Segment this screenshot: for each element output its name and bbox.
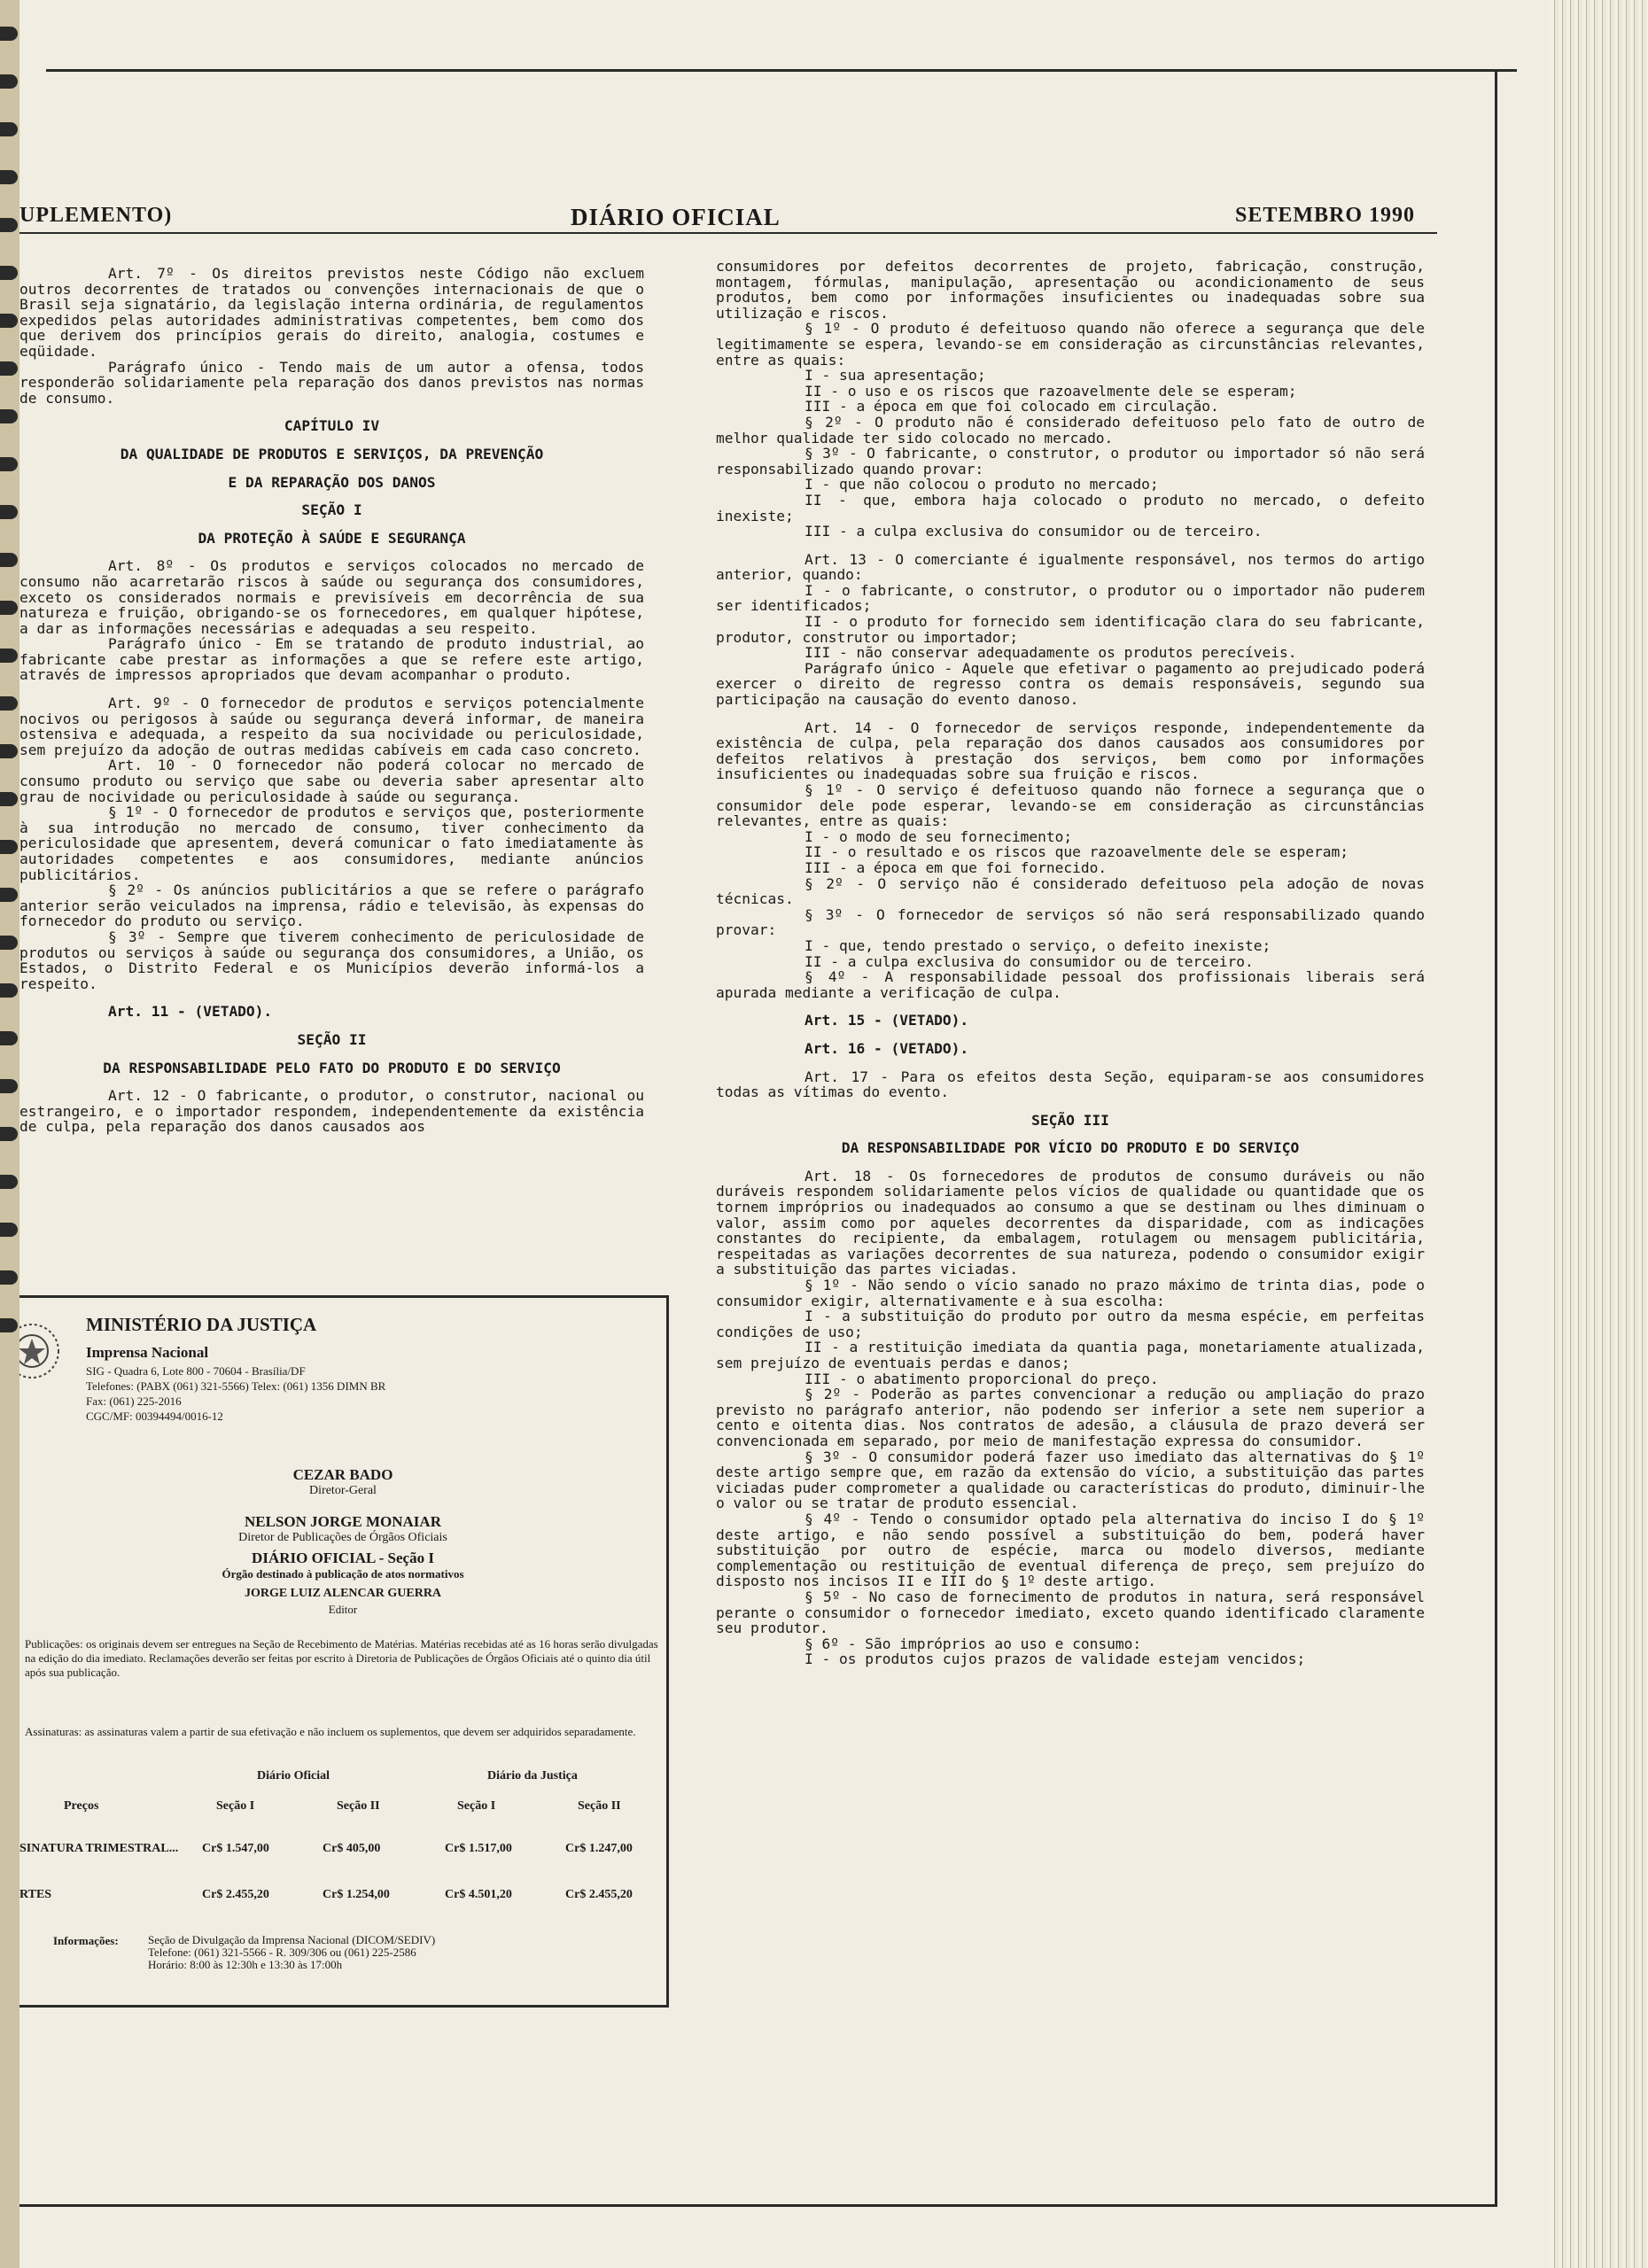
spiral-ring xyxy=(0,122,18,136)
paragraph: I - que não colocou o produto no mercado; xyxy=(805,476,1159,493)
paragraph: II - o produto for fornecido sem identificação clara do seu fabricante, produtor, construtor ou importador; xyxy=(716,613,1425,646)
secretary-title: Diretor de Publicações de Órgãos Oficiais xyxy=(238,1531,447,1544)
paragraph: Parágrafo único - Em se tratando de produto industrial, ao fabricante cabe prestar as informações a que se refere este artigo, através de impressos apropriados que devam acompanhar o produto. xyxy=(19,635,644,684)
paragraph: Art. 10 - O fornecedor não poderá colocar no mercado de consumo produto ou serviço que sabe ou deveria saber apresentar alto grau de nocividade ou periculosidade à saúde ou segurança. xyxy=(19,757,644,805)
info-line: Seção de Divulgação da Imprensa Nacional (DICOM/SEDIV) xyxy=(148,1933,436,1946)
paragraph: Art. 7º - Os direitos previstos neste Código não excluem outros decorrentes de tratados ou convenções internacionais de que o Brasil seja signatário, da legislação interna ordinária, de regulamentos expedidos pelas autoridades administrativas competentes, bem como dos que derivem dos princípios gerais do direito, analogia, costumes e eqüidade. xyxy=(19,265,644,360)
director-name: CEZAR BADO xyxy=(292,1466,393,1483)
group-diario-justica: Diário da Justiça xyxy=(487,1769,578,1783)
director-title: Diretor-Geral xyxy=(309,1484,377,1497)
editor-name: JORGE LUIZ ALENCAR GUERRA xyxy=(244,1587,442,1600)
paragraph: § 3º - Sempre que tiverem conhecimento de periculosidade de produtos ou serviços à saúde ou segurança dos consumidores, a União, os Estados, o Distrito Federal e os Municípios deverão informá-los a respeito. xyxy=(19,928,644,992)
paragraph: § 4º - A responsabilidade pessoal dos profissionais liberais será apurada mediante a verificação de culpa. xyxy=(716,968,1425,1001)
paragraph: DA RESPONSABILIDADE POR VÍCIO DO PRODUTO E DO SERVIÇO xyxy=(841,1139,1300,1157)
cgc-line: CGC/MF: 00394494/0016-12 xyxy=(86,1410,223,1423)
spiral-binding xyxy=(0,0,19,1382)
paragraph: SEÇÃO III xyxy=(1031,1111,1109,1129)
spiral-ring xyxy=(0,266,18,280)
spiral-ring xyxy=(0,1223,18,1237)
paragraph: Art. 14 - O fornecedor de serviços responde, independentemente da existência de culpa, pela reparação dos danos causados aos consumidores por defeitos relativos à prestação dos serviços, bem como por informações insuficientes ou inadequadas sobre sua fruição e riscos. xyxy=(716,718,1425,783)
table-cell: Cr$ 1.247,00 xyxy=(565,1842,633,1855)
paragraph: II - a restituição imediata da quantia paga, monetariamente atualizada, sem prejuízo de eventuais perdas e danos; xyxy=(716,1339,1425,1371)
table-cell: Cr$ 2.455,20 xyxy=(202,1888,269,1901)
page-edges xyxy=(1551,0,1648,2268)
coat-of-arms-icon xyxy=(19,1307,64,1395)
table-cell: Cr$ 405,00 xyxy=(323,1842,381,1855)
info-block xyxy=(148,1934,435,1971)
paragraph: § 1º - Não sendo o vício sanado no prazo máximo de trinta dias, pode o consumidor exigir, alternativamente e à sua escolha: xyxy=(716,1277,1425,1309)
paragraph: III - a época em que foi colocado em circulação. xyxy=(805,398,1219,416)
paragraph: § 1º - O serviço é defeituoso quando não fornece a segurança que o consumidor dele pode esperar, levando-se em consideração as circunstâncias relevantes, entre as quais: xyxy=(716,781,1425,830)
paragraph: I - a substituição do produto por outro da mesma espécie, em perfeitas condições de uso; xyxy=(716,1308,1425,1340)
spiral-ring xyxy=(0,27,18,41)
table-cell: Cr$ 4.501,20 xyxy=(445,1888,512,1901)
paragraph: Art. 11 - (VETADO). xyxy=(108,1003,273,1021)
paragraph: Art. 9º - O fornecedor de produtos e serviços potencialmente nocivos ou perigosos à saúde ou segurança deverá informar, de maneira ostensiva e adequada, a respeito da sua nocividade ou periculosidade, sem prejuízo da adoção de outras medidas cabíveis em cada caso concreto. xyxy=(19,695,644,758)
spiral-ring xyxy=(0,170,18,184)
header-supplement: UPLEMENTO) xyxy=(19,204,173,227)
paragraph: Art. 17 - Para os efeitos desta Seção, equiparam-se aos consumidores todas as vítimas do evento. xyxy=(716,1068,1425,1101)
paragraph: § 6º - São impróprios ao uso e consumo: xyxy=(805,1635,1142,1652)
paragraph: II - a culpa exclusiva do consumidor ou de terceiro. xyxy=(805,952,1254,970)
header-col2: Seção II xyxy=(337,1799,380,1813)
group-diario-oficial: Diário Oficial xyxy=(257,1769,330,1783)
top-rule xyxy=(46,69,1517,72)
left-column xyxy=(19,266,644,1135)
paragraph: CAPÍTULO IV xyxy=(284,417,380,435)
header-col4: Seção II xyxy=(578,1799,621,1813)
info-line: Telefone: (061) 321-5566 - R. 309/306 ou (061) 225-2586 xyxy=(148,1946,416,1959)
spiral-ring xyxy=(0,983,18,998)
paragraph: DA RESPONSABILIDADE PELO FATO DO PRODUTO E DO SERVIÇO xyxy=(103,1059,561,1076)
paragraph: Art. 18 - Os fornecedores de produtos de consumo duráveis ou não duráveis respondem solidariamente pelos vícios de qualidade ou quantidade que os tornem impróprios ou inadequados ao consumo a que se destinam ou lhes diminuam o valor, assim como por aqueles decorrentes da disparidade, com as indicações constantes do recipiente, da embalagem, rotulagem ou mensagem publicitária, respeitadas as variações decorrentes de sua natureza, podendo o consumidor exigir a substituição das partes viciadas. xyxy=(716,1167,1425,1278)
paragraph: III - a época em que foi fornecido. xyxy=(805,858,1108,876)
header-prices: Preços xyxy=(64,1799,99,1813)
paragraph: consumidores por defeitos decorrentes de projeto, fabricação, construção, montagem, fórmulas, manipulação, apresentação ou acondicionamento de seus produtos, bem como por informações insuficientes ou inadequadas sobre sua utilização e riscos. xyxy=(716,258,1425,322)
row-quarterly: SINATURA TRIMESTRAL... xyxy=(19,1842,179,1855)
spiral-ring xyxy=(0,218,18,232)
paragraph: I - que, tendo prestado o serviço, o defeito inexiste; xyxy=(805,936,1271,954)
phone-line: Telefones: (PABX (061) 321-5566) Telex: (061) 1356 DIMN BR xyxy=(86,1379,386,1393)
bottom-rule xyxy=(19,2204,1497,2207)
right-column xyxy=(716,259,1425,1667)
info-label: Informações: xyxy=(53,1934,119,1947)
spiral-ring xyxy=(0,553,18,567)
publication-subtitle: Órgão destinado à publicação de atos normativos xyxy=(222,1567,464,1581)
address-line: SIG - Quadra 6, Lote 800 - 70604 - Brasília/DF xyxy=(86,1364,306,1378)
spiral-ring xyxy=(0,409,18,423)
spiral-ring xyxy=(0,314,18,328)
paragraph: § 2º - Os anúncios publicitários a que se refere o parágrafo anterior serão veiculados na imprensa, rádio e televisão, às expensas do fornecedor do produto ou serviço. xyxy=(19,882,644,930)
paragraph: Art. 12 - O fabricante, o produtor, o construtor, nacional ou estrangeiro, e o importador respondem, independentemente da existência de culpa, pela reparação dos danos causados aos xyxy=(19,1087,644,1136)
price-table xyxy=(19,1769,666,1911)
spiral-ring xyxy=(0,696,18,711)
paragraph: DA PROTEÇÃO À SAÚDE E SEGURANÇA xyxy=(198,529,466,547)
spiral-ring xyxy=(0,649,18,663)
paragraph: DA QUALIDADE DE PRODUTOS E SERVIÇOS, DA PREVENÇÃO xyxy=(120,445,544,462)
paragraph: § 1º - O fornecedor de produtos e serviços que, posteriormente à sua introdução no mercado de consumo, tiver conhecimento da periculosidade que apresentem, deverá comunicar o fato imediatamente às autoridades competentes e aos consumidores, mediante anúncios publicitários. xyxy=(19,804,644,883)
paragraph: Parágrafo único - Aquele que efetivar o pagamento ao prejudicado poderá exercer o direito de regresso contra os demais responsáveis, segundo sua participação na causação do evento danoso. xyxy=(716,659,1425,709)
table-cell: Cr$ 1.547,00 xyxy=(202,1842,269,1855)
spiral-ring xyxy=(0,1270,18,1285)
table-cell: Cr$ 1.517,00 xyxy=(445,1842,512,1855)
spiral-ring xyxy=(0,936,18,950)
paragraph: § 2º - O produto não é considerado defeituoso pelo fato de outro de melhor qualidade ter sido colocado no mercado. xyxy=(716,413,1425,447)
spiral-ring xyxy=(0,601,18,615)
header-col1: Seção I xyxy=(216,1799,255,1813)
paragraph: Parágrafo único - Tendo mais de um autor a ofensa, todos responderão solidariamente pela reparação dos danos previstos nas normas de consumo. xyxy=(19,358,644,407)
paragraph: Art. 8º - Os produtos e serviços colocados no mercado de consumo não acarretarão riscos à saúde ou segurança dos consumidores, exceto os considerados normais e previsíveis em decorrência de sua natureza e fruição, obrigando-se os fornecedores, em qualquer hipótese, a dar as informações necessárias e adequadas a seu respeito. xyxy=(19,557,644,637)
editor-title: Editor xyxy=(328,1603,358,1616)
document-page xyxy=(19,0,1551,2268)
header-col3: Seção I xyxy=(457,1799,496,1813)
table-cell: Cr$ 2.455,20 xyxy=(565,1888,633,1901)
spiral-ring xyxy=(0,840,18,854)
paragraph: § 3º - O fornecedor de serviços só não será responsabilizado quando provar: xyxy=(716,905,1425,939)
paragraph: II - o resultado e os riscos que razoavelmente dele se esperam; xyxy=(805,843,1349,861)
paragraph: III - a culpa exclusiva do consumidor ou de terceiro. xyxy=(805,523,1263,540)
spiral-ring xyxy=(0,1175,18,1189)
spiral-ring xyxy=(0,1079,18,1093)
spiral-ring xyxy=(0,792,18,806)
page-header xyxy=(19,204,1437,239)
spiral-ring xyxy=(0,744,18,758)
subscriptions-note: Assinaturas: as assinaturas valem a partir de sua efetivação e não incluem os suplementos, que devem ser adquiridos separadamente. xyxy=(25,1725,636,1738)
header-date: SETEMBRO 1990 xyxy=(1235,204,1416,227)
paragraph: SEÇÃO I xyxy=(301,501,362,519)
press-name: Imprensa Nacional xyxy=(86,1344,209,1361)
paragraph: § 4º - Tendo o consumidor optado pela alternativa do inciso I do § 1º deste artigo, e não sendo possível a substituição do bem, poderá haver substituição por outro de espécie, marca ou modelo diversos, mediante complementação ou restituição de eventual diferença de preço, sem prejuízo do disposto nos incisos II e III do § 1º deste artigo. xyxy=(716,1510,1425,1590)
paragraph: § 2º - Poderão as partes convencionar a redução ou ampliação do prazo previsto no parágrafo anterior, não podendo ser inferior a sete nem superior a cento e oitenta dias. Nos contratos de adesão, a cláusula de prazo deverá ser convencionada em separado, por meio de manifestação expressa do consumidor. xyxy=(716,1386,1425,1449)
paragraph: § 1º - O produto é defeituoso quando não oferece a segurança que dele legitimamente se espera, levando-se em consideração as circunstâncias relevantes, entre as quais: xyxy=(716,320,1425,369)
publication-title: DIÁRIO OFICIAL - Seção I xyxy=(252,1550,434,1566)
paragraph: I - o fabricante, o construtor, o produtor ou o importador não puderem ser identificados; xyxy=(716,581,1425,615)
spiral-ring xyxy=(0,888,18,902)
paragraph: SEÇÃO II xyxy=(297,1030,367,1048)
info-line: Horário: 8:00 às 12:30h e 13:30 às 17:00h xyxy=(148,1958,343,1971)
paragraph: Art. 15 - (VETADO). xyxy=(805,1012,969,1029)
paragraph: § 3º - O consumidor poderá fazer uso imediato das alternativas do § 1º deste artigo sempre que, em razão da extensão do vício, a substituição das partes viciadas puder comprometer a qualidade ou características do produto, diminuir-lhe o valor ou se tratar de produto essencial. xyxy=(716,1448,1425,1512)
header-title: DIÁRIO OFICIAL xyxy=(571,204,781,230)
masthead-box xyxy=(19,1295,669,2008)
paragraph: I - o modo de seu fornecimento; xyxy=(805,827,1073,845)
spiral-ring xyxy=(0,1127,18,1141)
spiral-ring xyxy=(0,457,18,471)
paragraph: I - sua apresentação; xyxy=(805,367,986,384)
press-address xyxy=(86,1363,385,1424)
spiral-ring xyxy=(0,1318,18,1332)
paragraph: § 2º - O serviço não é considerado defeituoso pela adoção de novas técnicas. xyxy=(716,874,1425,908)
ministry-name: MINISTÉRIO DA JUSTIÇA xyxy=(86,1314,317,1335)
secretary-name: NELSON JORGE MONAIAR xyxy=(245,1513,441,1530)
row-parts: RTES xyxy=(19,1888,52,1901)
paragraph: Art. 16 - (VETADO). xyxy=(805,1039,969,1057)
paragraph: II - que, embora haja colocado o produto no mercado, o defeito inexiste; xyxy=(716,491,1425,524)
paragraph: § 3º - O fabricante, o construtor, o produtor ou importador só não será responsabilizado quando provar: xyxy=(716,445,1425,478)
spiral-ring xyxy=(0,1031,18,1045)
spiral-ring xyxy=(0,361,18,376)
spiral-ring xyxy=(0,505,18,519)
paragraph: III - não conservar adequadamente os produtos perecíveis. xyxy=(805,644,1297,662)
fax-line: Fax: (061) 225-2016 xyxy=(86,1394,182,1408)
paragraph: II - o uso e os riscos que razoavelmente dele se esperam; xyxy=(805,382,1297,400)
paragraph: Art. 13 - O comerciante é igualmente responsável, nos termos do artigo anterior, quando: xyxy=(716,550,1425,584)
header-rule xyxy=(19,232,1437,234)
paragraph: § 5º - No caso de fornecimento de produtos in natura, será responsável perante o consumidor o fornecedor imediato, exceto quando identificado claramente seu produtor. xyxy=(716,1588,1425,1637)
paragraph: E DA REPARAÇÃO DOS DANOS xyxy=(228,473,436,491)
paragraph: III - o abatimento proporcional do preço. xyxy=(805,1370,1159,1387)
right-rule xyxy=(1495,71,1497,2206)
publications-note: Publicações: os originais devem ser entregues na Seção de Recebimento de Matérias. Matérias recebidas até as 16 horas serão divulgadas na edição do dia imediato. Reclamações deverão ser feitas por escrito à Diretoria de Publicações de Órgãos Oficiais até o quinto dia útil após sua publicação. xyxy=(25,1637,658,1679)
spiral-ring xyxy=(0,74,18,89)
table-cell: Cr$ 1.254,00 xyxy=(323,1888,390,1901)
paragraph: I - os produtos cujos prazos de validade estejam vencidos; xyxy=(805,1651,1306,1668)
